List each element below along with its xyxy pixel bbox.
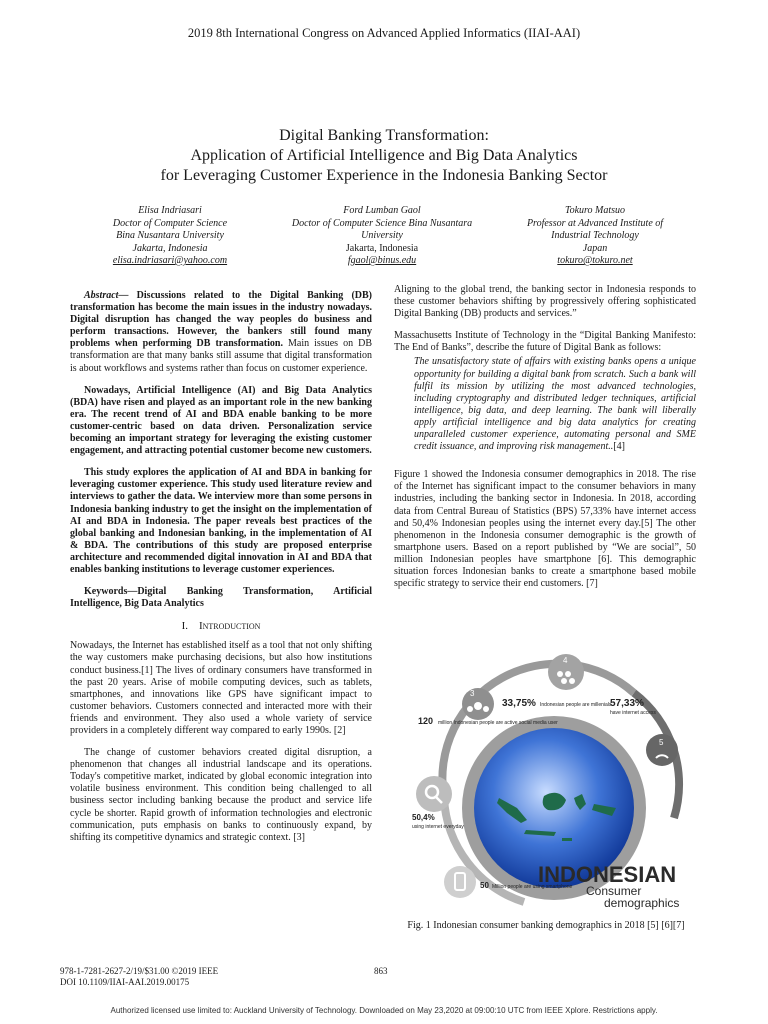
section-heading <box>70 620 372 632</box>
paper-title <box>84 126 684 186</box>
stat-daily-internet-value: 50,4% <box>412 813 435 822</box>
figure-caption: Fig. 1 Indonesian consumer banking demographics in 2018 [5] [6][7] <box>407 920 685 931</box>
footer-isbn: 978-1-7281-2627-2/19/$31.00 ©2019 IEEE <box>60 966 219 976</box>
footer-identifiers <box>60 966 218 988</box>
stat-smartphone-text: Million people are using smartphone <box>492 884 573 890</box>
search-icon <box>416 776 452 812</box>
stat-smartphone-value: 50 <box>480 881 489 890</box>
right-paragraph-3: Figure 1 showed the Indonesia consumer demographics in 2018. The rise of the Internet has significant impact to the consumer behaviors in many industries, including the banking sector in Indonesia. In 2018, according data from Central Bureau of Statistics (BPS) 57,33% have internet access and 50,4% Indonesian peoples using the internet every day.[5] The other phenomenon in the Indonesia consumer demographic is the growth of smartphone users. Based on a report published by “We are social”, 50 million Indonesian peoples have smartphone [6]. This demographic situation forces Indonesian banks to create a smartphone based mobile specific strategy to service their end customers. [7] <box>394 469 696 590</box>
author-2 <box>282 205 482 268</box>
section-title: Introduction <box>198 620 261 633</box>
author-affiliation: University <box>361 230 403 241</box>
right-paragraph-2: Massachusetts Institute of Technology in the “Digital Banking Manifesto: The End of Banks”, describe the future of Digital Bank as follows: <box>394 330 696 354</box>
author-affiliation: Doctor of Computer Science Bina Nusantara <box>291 217 473 229</box>
author-affiliation: Bina Nusantara University <box>116 230 224 241</box>
conference-header: 2019 8th International Congress on Advanced Applied Informatics (IIAI-AAI) <box>187 26 581 40</box>
author-name: Ford Lumban Gaol <box>343 205 421 216</box>
author-email[interactable]: tokuro@tokuro.net <box>557 255 633 266</box>
right-paragraph-1: Aligning to the global trend, the banking sector in Indonesia responds to these customer behaviors shifting by progressively offering sophisticated Digital Banking (DB) products and services.” <box>394 284 696 320</box>
brand-subtitle-1: Consumer <box>586 884 642 898</box>
author-affiliation: Doctor of Computer Science <box>112 217 228 229</box>
smartphone-icon <box>444 866 476 898</box>
bubble-number-5: 5 <box>659 738 664 747</box>
title-line-1: Digital Banking Transformation: <box>279 127 489 144</box>
left-column <box>70 290 372 854</box>
title-line-3: for Leveraging Customer Experience in the Indonesia Banking Sector <box>160 167 608 184</box>
intro-paragraph-2: The change of customer behaviors created digital disruption, a phenomenon that changes all industrial landscape and its operations. Today's competitive market, indicated by global economic integration into volatile business environment. This condition being challenged to all business sector including banking because the product and service life cycle be shorter. Rapid growth of information technologies and electronic communication, puts emphasis on banks to continuously expand, by shifting its competitive dynamics and strategic context. [3] <box>70 747 372 843</box>
demographics-infographic <box>404 648 698 912</box>
intro-paragraph-1: Nowadays, the Internet has established itself as a tool that not only shifting the way customers make purchasing decisions, but also how institutions conduct business.[1] The lives of ordinary consumers have transformed in the past 20 years. Arise of mobile computing devices, such as tablets, smartphones, and innovations like GPS have significant impact to customer behaviors. Customers connected and interacted more with their friends and environment. They also used a whole variety of service providers in a completely different way compared to early 1990s. [2] <box>70 640 372 736</box>
abstract-text: Main issues on DB transformation are that many banks still assume that digital transformation is about workflows and systems rather than focus on customer experience. <box>70 338 372 374</box>
author-3 <box>510 205 680 268</box>
bubble-number-3: 3 <box>470 689 475 698</box>
section-number: I. <box>181 620 188 633</box>
author-location: Jakarta, Indonesia <box>132 242 208 254</box>
stat-social-media-text: million Indonesian people are active social media user <box>438 720 558 726</box>
stat-daily-internet-text: using internet everyday <box>412 824 464 830</box>
abstract <box>70 290 372 375</box>
brand-subtitle-2: demographics <box>604 896 680 910</box>
quote-text: The unsatisfactory state of affairs with existing banks opens a unique opportunity for building a digital bank from scratch. Such a bank will fulfil its mission by utilizing the most advanced technologies, including cryptography and distributed ledger techniques, artificial intelligence, big data, and deep learning. The bank will liberally apply artificial intelligence and big data analytics for creating unparalleled customer experience, automating personal and SME credit issuance, and improving risk management.. <box>414 356 696 453</box>
abstract-label: Abstract— <box>84 290 129 301</box>
quote-reference: [4] <box>613 441 625 453</box>
author-name: Elisa Indriasari <box>138 205 202 216</box>
author-email[interactable]: elisa.indriasari@yahoo.com <box>112 255 228 266</box>
abstract-paragraph-2: Nowadays, Artificial Intelligence (AI) and Big Data Analytics (BDA) have risen and played as an important role in the new banking era. The recent trend of AI and BDA enable banking to be more customer-centric based on data driven. Personalization service becoming an important strategy for leveraging the existing customer engagement, and attracting potential customer become new customers. <box>70 384 372 457</box>
abstract-bold-text: Discussions related to the Digital Banking (DB) transformation has become the main issues in the industry nowadays. Digital disruption has changed the way peoples do business and perform transactions. However, the bankers still found many problems when performing DB transformation. <box>70 290 372 350</box>
author-location: Jakarta, Indonesia <box>345 242 419 254</box>
stat-internet-access-value: 57,33% <box>610 698 644 709</box>
keywords: Keywords—Digital Banking Transformation, Artificial Intelligence, Big Data Analytics <box>70 586 372 610</box>
author-location: Japan <box>582 242 608 254</box>
abstract-paragraph-3: This study explores the application of AI and BDA in banking for leveraging customer experience. This study used literature review and interviews to gather the data. We interview more than some persons in Indonesia banking industry to get the insight on the implementation of AI and BDA in Indonesia. The paper reveals best practices of the global banking and Indonesian banking, in the implementation of AI & BDA. The contributions of this study are proposed enterprise architecture and recommended digital innovation in AI and BDA that enables banking institutions to leverage customer experiences. <box>70 467 372 575</box>
author-email[interactable]: fgaol@binus.edu <box>347 255 417 266</box>
demographics-figure <box>404 648 698 912</box>
manifesto-quote <box>394 356 696 453</box>
author-name: Tokuro Matsuo <box>564 205 626 216</box>
stat-millenials-value: 33,75% <box>502 698 536 709</box>
author-affiliation: Industrial Technology <box>551 230 639 241</box>
footer-doi: DOI 10.1109/IIAI-AAI.2019.00175 <box>60 977 190 987</box>
stat-social-media-value: 120 <box>418 716 434 726</box>
bubble-number-4: 4 <box>563 656 568 665</box>
brand-title: INDONESIAN <box>538 862 677 887</box>
stat-internet-access-text: have internet access <box>610 710 656 716</box>
title-line-2: Application of Artificial Intelligence and Big Data Analytics <box>190 147 578 164</box>
right-column <box>394 284 696 600</box>
page-number: 863 <box>374 966 388 976</box>
license-notice: Authorized licensed use limited to: Auckland University of Technology. Downloaded on May 23,2020 at 09:00:10 UTC from IEEE Xplore. Restrictions apply. <box>110 1006 658 1015</box>
author-affiliation: Professor at Advanced Institute of <box>526 217 664 229</box>
author-1 <box>80 205 260 268</box>
stat-millenials-text: Indonesian people are millenials <box>540 702 612 708</box>
